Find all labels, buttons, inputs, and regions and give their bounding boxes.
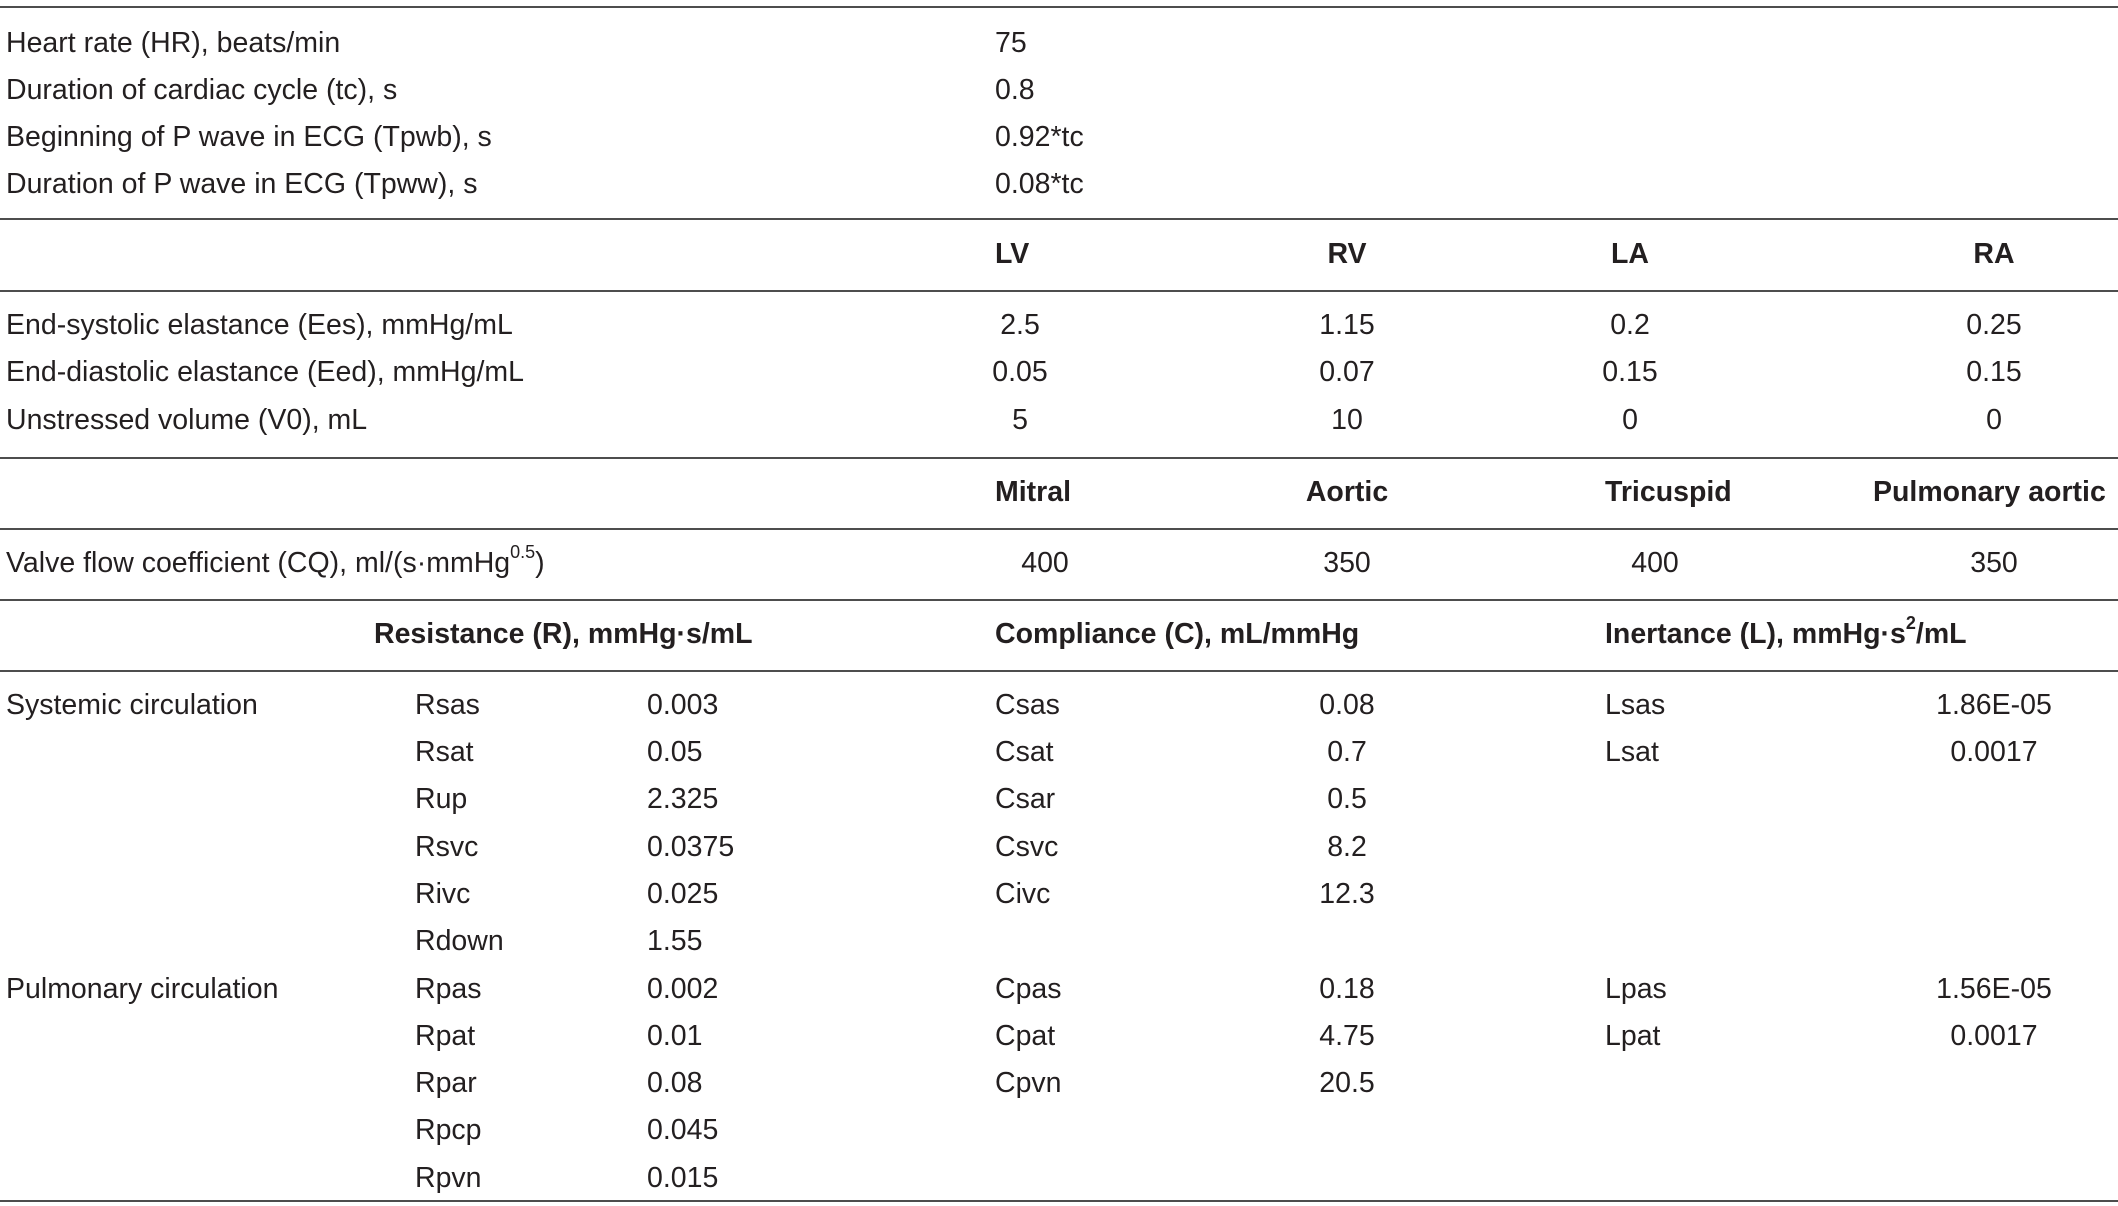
resistance-value: 0.025 bbox=[647, 878, 719, 910]
rule-top bbox=[0, 6, 2118, 8]
compliance-name: Cpvn bbox=[995, 1067, 1062, 1099]
rule-chambers bbox=[0, 218, 2118, 220]
pulmonary-circulation-label: Pulmonary circulation bbox=[6, 973, 279, 1005]
chamber-value: 0.05 bbox=[992, 356, 1048, 388]
chamber-value: 0 bbox=[1622, 404, 1638, 436]
valve-header-tricuspid: Tricuspid bbox=[1605, 476, 1732, 508]
valve-value: 400 bbox=[1021, 547, 1069, 579]
chamber-value: 1.15 bbox=[1319, 309, 1375, 341]
resistance-value: 0.003 bbox=[647, 689, 719, 721]
chamber-value: 0.15 bbox=[1602, 356, 1658, 388]
compliance-value: 8.2 bbox=[1327, 831, 1367, 863]
chamber-row-label: End-diastolic elastance (Eed), mmHg/mL bbox=[6, 356, 524, 388]
general-value: 0.92*tc bbox=[995, 121, 1084, 153]
resistance-value: 0.01 bbox=[647, 1020, 703, 1052]
resistance-name: Rpcp bbox=[415, 1114, 482, 1146]
valve-header-mitral: Mitral bbox=[995, 476, 1072, 508]
chamber-value: 0.25 bbox=[1966, 309, 2022, 341]
resistance-name: Rpat bbox=[415, 1020, 476, 1052]
resistance-name: Rpar bbox=[415, 1067, 477, 1099]
inertance-header-exponent: 2 bbox=[1905, 612, 1916, 633]
inertance-name: Lpas bbox=[1605, 973, 1667, 1005]
valve-row-label bbox=[6, 541, 545, 580]
compliance-name: Cpas bbox=[995, 973, 1062, 1005]
rule-valves-header bbox=[0, 528, 2118, 530]
compliance-name: Csas bbox=[995, 689, 1060, 721]
rule-bottom bbox=[0, 1200, 2118, 1202]
general-label: Heart rate (HR), beats/min bbox=[6, 27, 341, 59]
resistance-value: 0.015 bbox=[647, 1162, 719, 1194]
compliance-value: 0.5 bbox=[1327, 783, 1367, 815]
compliance-value: 4.75 bbox=[1319, 1020, 1375, 1052]
compliance-name: Cpat bbox=[995, 1020, 1056, 1052]
compliance-value: 0.08 bbox=[1319, 689, 1375, 721]
compliance-name: Csat bbox=[995, 736, 1054, 768]
resistance-name: Rsat bbox=[415, 736, 474, 768]
inertance-name: Lsas bbox=[1605, 689, 1666, 721]
chamber-header-la: LA bbox=[1611, 238, 1649, 270]
compliance-value: 20.5 bbox=[1319, 1067, 1375, 1099]
chamber-row-label: End-systolic elastance (Ees), mmHg/mL bbox=[6, 309, 513, 341]
resistance-value: 0.05 bbox=[647, 736, 703, 768]
inertance-header bbox=[1605, 612, 1967, 651]
chamber-header-rv: RV bbox=[1327, 238, 1367, 270]
general-label: Duration of P wave in ECG (Tpww), s bbox=[6, 168, 478, 200]
chamber-value: 2.5 bbox=[1000, 309, 1040, 341]
resistance-header: Resistance (R), mmHg·s/mL bbox=[374, 618, 753, 650]
inertance-value: 1.56E-05 bbox=[1936, 973, 2052, 1005]
resistance-name: Rivc bbox=[415, 878, 471, 910]
chamber-value: 0.2 bbox=[1610, 309, 1650, 341]
valve-header-aortic: Aortic bbox=[1305, 476, 1389, 508]
chamber-header-ra: RA bbox=[1973, 238, 2015, 270]
valve-value: 350 bbox=[1970, 547, 2018, 579]
inertance-header-text: Inertance (L), mmHg·s bbox=[1605, 618, 1906, 650]
chamber-value: 0.15 bbox=[1966, 356, 2022, 388]
inertance-value: 1.86E-05 bbox=[1936, 689, 2052, 721]
resistance-value: 1.55 bbox=[647, 925, 703, 957]
resistance-value: 2.325 bbox=[647, 783, 719, 815]
resistance-value: 0.045 bbox=[647, 1114, 719, 1146]
resistance-name: Rdown bbox=[415, 925, 504, 957]
compliance-value: 0.18 bbox=[1319, 973, 1375, 1005]
rule-chambers-header bbox=[0, 290, 2118, 292]
general-value: 0.08*tc bbox=[995, 168, 1084, 200]
inertance-name: Lsat bbox=[1605, 736, 1659, 768]
inertance-header-unit: /mL bbox=[1915, 618, 1967, 650]
general-value: 75 bbox=[995, 27, 1027, 59]
chamber-value: 10 bbox=[1331, 404, 1363, 436]
compliance-value: 0.7 bbox=[1327, 736, 1367, 768]
rule-params bbox=[0, 599, 2118, 601]
chamber-row-label: Unstressed volume (V0), mL bbox=[6, 404, 368, 436]
resistance-name: Rsvc bbox=[415, 831, 479, 863]
valve-value: 350 bbox=[1323, 547, 1371, 579]
compliance-name: Civc bbox=[995, 878, 1051, 910]
resistance-name: Rsas bbox=[415, 689, 480, 721]
compliance-header: Compliance (C), mL/mmHg bbox=[995, 618, 1360, 650]
systemic-circulation-label: Systemic circulation bbox=[6, 689, 258, 721]
resistance-value: 0.0375 bbox=[647, 831, 735, 863]
valve-row-label-exponent: 0.5 bbox=[510, 541, 536, 562]
resistance-name: Rup bbox=[415, 783, 468, 815]
inertance-value: 0.0017 bbox=[1950, 736, 2038, 768]
valve-header-pulmonary-aortic: Pulmonary aortic bbox=[1873, 476, 2106, 508]
general-label: Beginning of P wave in ECG (Tpwb), s bbox=[6, 121, 492, 153]
compliance-value: 12.3 bbox=[1319, 878, 1375, 910]
valve-value: 400 bbox=[1631, 547, 1679, 579]
resistance-value: 0.002 bbox=[647, 973, 719, 1005]
chamber-value: 5 bbox=[1012, 404, 1028, 436]
inertance-name: Lpat bbox=[1605, 1020, 1661, 1052]
rule-params-header bbox=[0, 670, 2118, 672]
general-label: Duration of cardiac cycle (tc), s bbox=[6, 74, 398, 106]
rule-valves bbox=[0, 457, 2118, 459]
valve-row-label-text: Valve flow coefficient (CQ), ml/(s·mmHg bbox=[6, 547, 511, 579]
chamber-value: 0 bbox=[1986, 404, 2002, 436]
resistance-name: Rpas bbox=[415, 973, 482, 1005]
general-value: 0.8 bbox=[995, 74, 1035, 106]
resistance-value: 0.08 bbox=[647, 1067, 703, 1099]
chamber-value: 0.07 bbox=[1319, 356, 1375, 388]
resistance-name: Rpvn bbox=[415, 1162, 482, 1194]
compliance-name: Csvc bbox=[995, 831, 1059, 863]
valve-row-label-close: ) bbox=[535, 547, 545, 579]
chamber-header-lv: LV bbox=[995, 238, 1030, 270]
inertance-value: 0.0017 bbox=[1950, 1020, 2038, 1052]
compliance-name: Csar bbox=[995, 783, 1056, 815]
